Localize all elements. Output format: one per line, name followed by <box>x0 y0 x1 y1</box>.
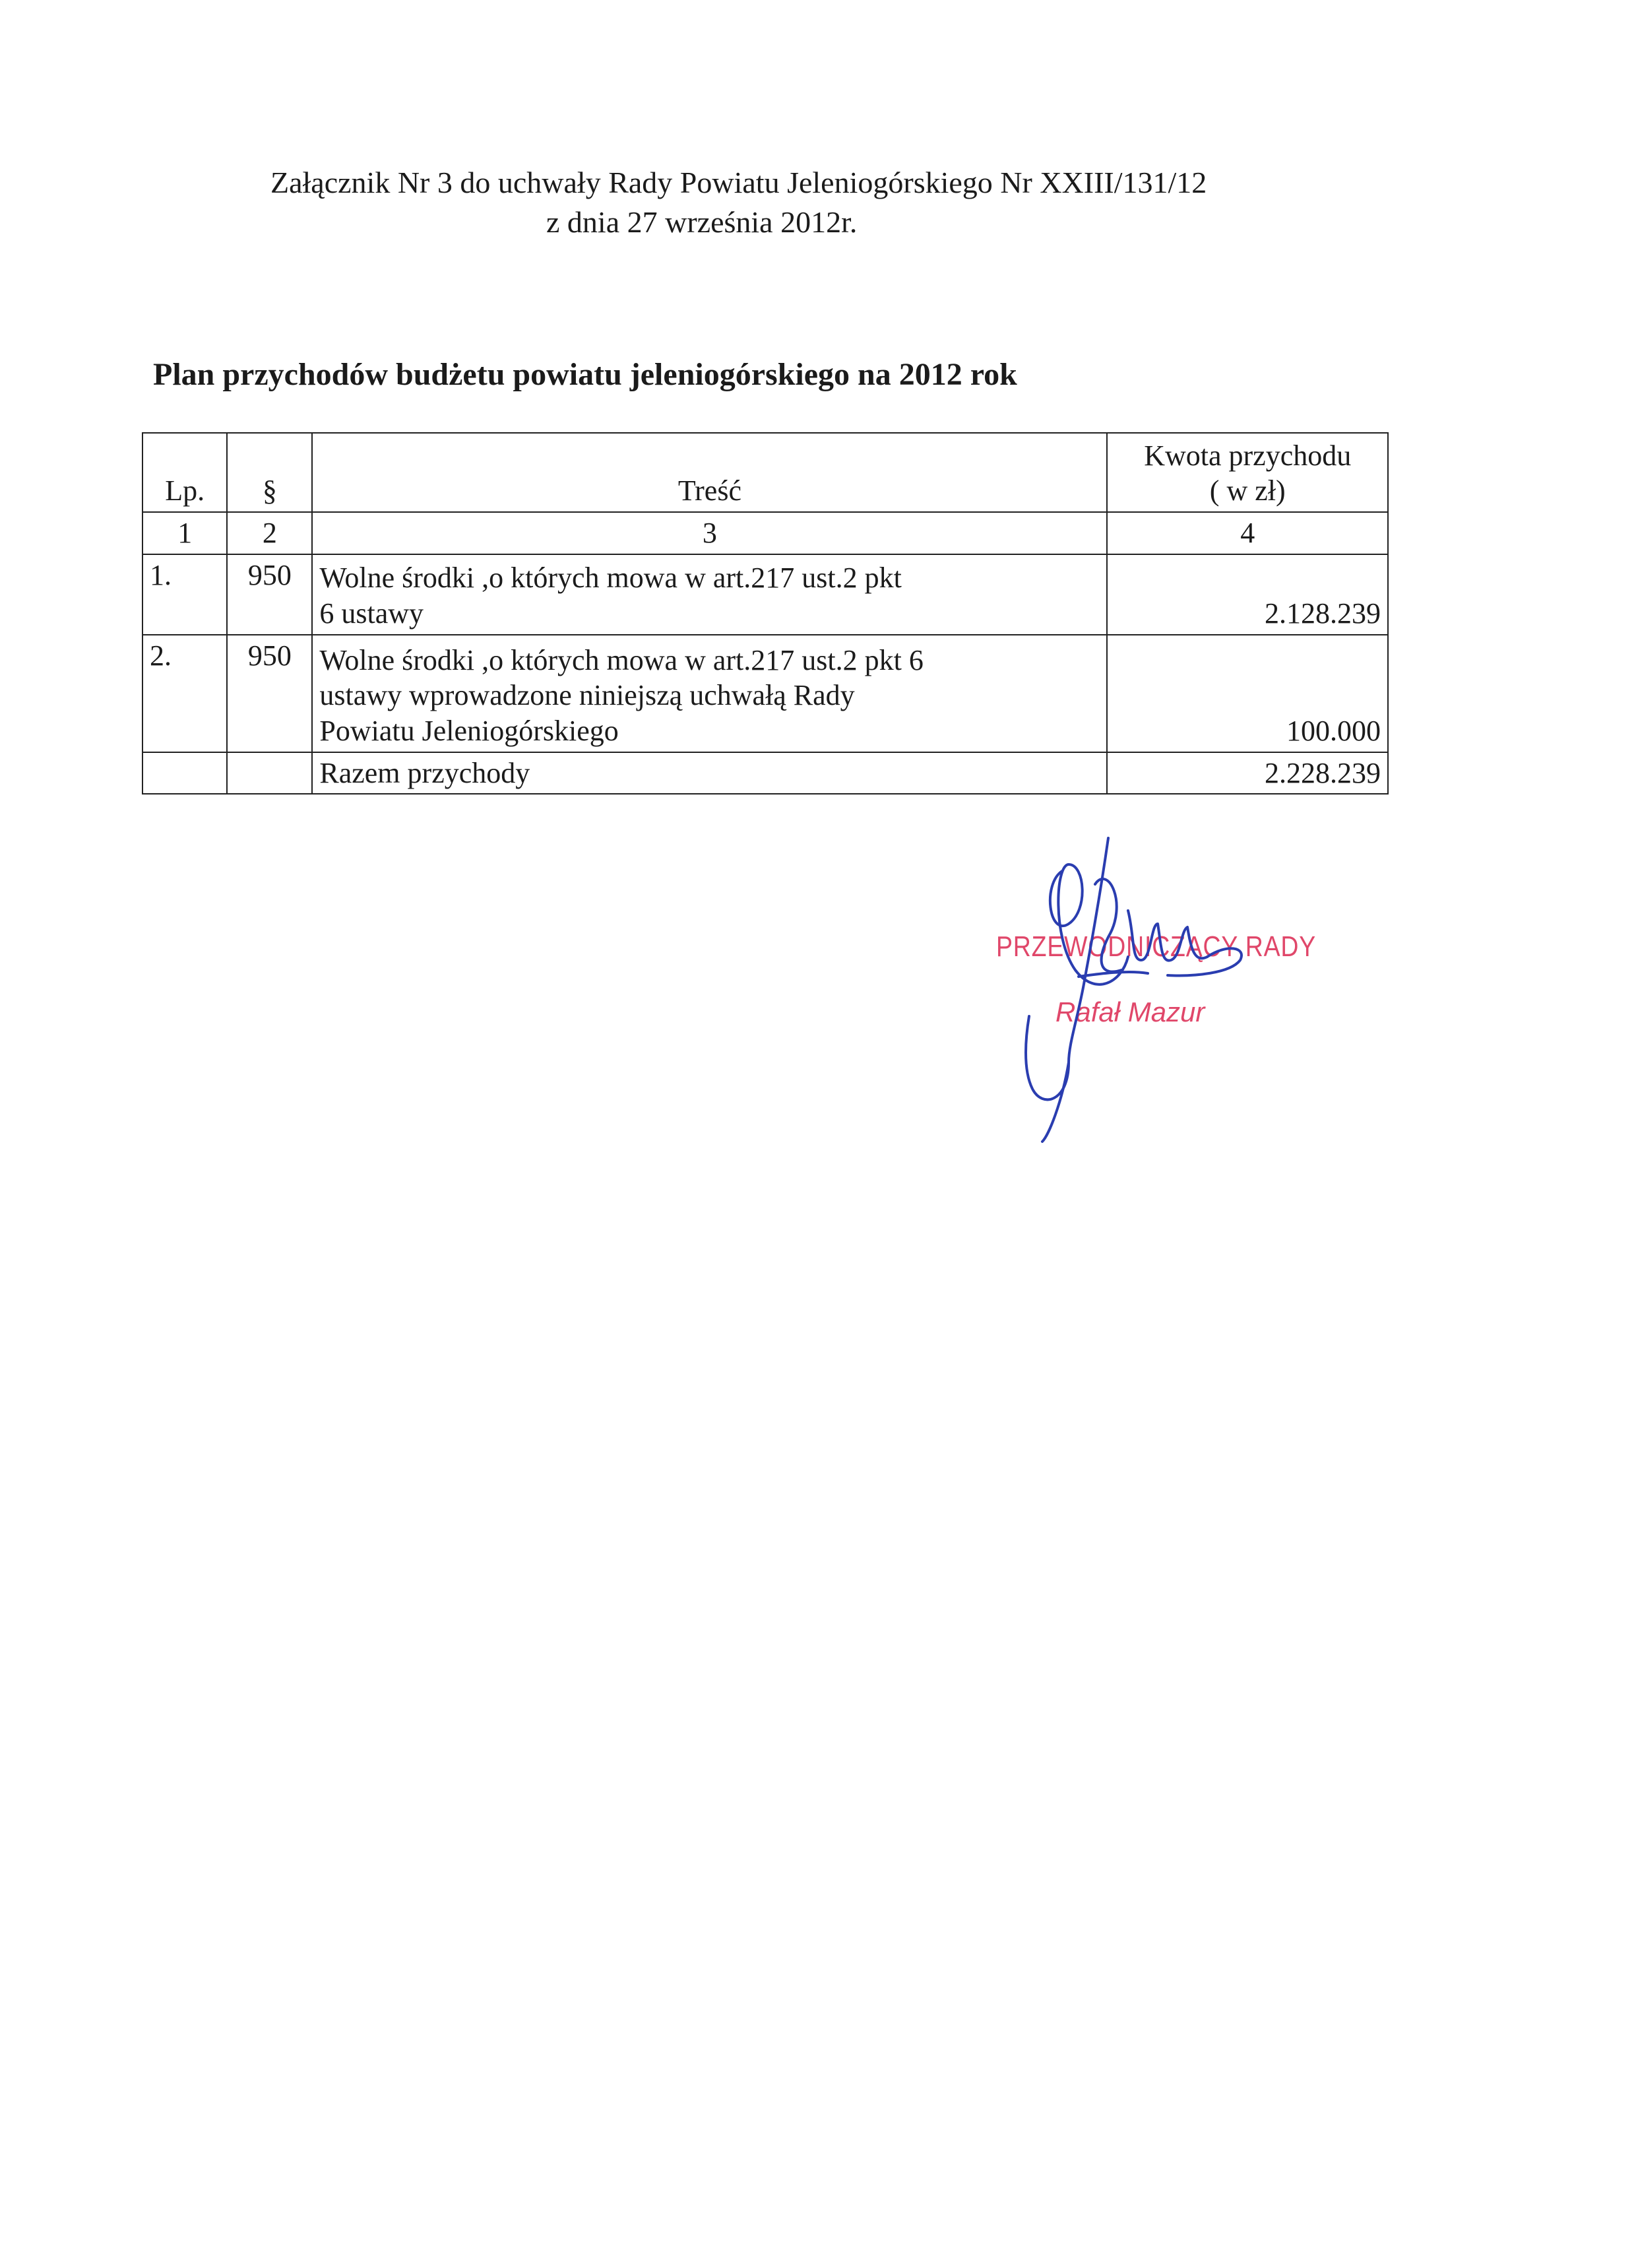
signature-stroke <box>1079 972 1148 977</box>
header-amount-line2: ( w zł) <box>1209 474 1286 507</box>
row-amount: 2.128.239 <box>1107 554 1388 635</box>
column-number: 4 <box>1107 512 1388 554</box>
signature-stroke <box>1050 864 1128 985</box>
revenue-plan-table <box>142 432 1389 794</box>
total-amount: 2.228.239 <box>1107 752 1388 794</box>
signature-stroke <box>1128 911 1207 961</box>
header-amount <box>1107 433 1388 512</box>
row-content <box>312 554 1107 635</box>
resolution-date: z dnia 27 września 2012r. <box>546 205 858 239</box>
total-label: Razem przychody <box>312 752 1107 794</box>
stamp-name: Rafał Mazur <box>1055 996 1205 1027</box>
handwritten-signature <box>970 825 1366 1155</box>
row-content-line: ustawy wprowadzone niniejszą uchwałą Rady <box>319 679 855 712</box>
table-row <box>142 635 1388 752</box>
column-number-row <box>142 512 1388 554</box>
signature-strokes <box>1026 838 1242 1142</box>
signature-stroke <box>1026 838 1108 1099</box>
header-lp: Lp. <box>142 433 227 512</box>
header-content: Treść <box>312 433 1107 512</box>
total-lp-empty <box>142 752 227 794</box>
column-number: 2 <box>227 512 312 554</box>
total-row <box>142 752 1388 794</box>
stamp-title: PRZEWODNICZĄCY RADY <box>996 930 1317 963</box>
signature-stroke <box>1042 1062 1069 1142</box>
row-content-line: Wolne środki ,o których mowa w art.217 ust.2 pkt <box>319 562 902 595</box>
row-content-line: Wolne środki ,o których mowa w art.217 ust.2 pkt 6 <box>319 643 924 676</box>
header-paragraph: § <box>227 433 312 512</box>
document-title: Plan przychodów budżetu powiatu jeleniogórskiego na 2012 rok <box>153 357 1017 392</box>
total-paragraph-empty <box>227 752 312 794</box>
row-content-line: Powiatu Jeleniogórskiego <box>319 715 619 747</box>
table-header-row <box>142 433 1388 512</box>
row-lp: 1. <box>142 554 227 635</box>
header-amount-line1: Kwota przychodu <box>1144 439 1352 472</box>
table-row <box>142 554 1388 635</box>
column-number: 3 <box>312 512 1107 554</box>
row-lp: 2. <box>142 635 227 752</box>
column-number: 1 <box>142 512 227 554</box>
row-content <box>312 635 1107 752</box>
row-amount: 100.000 <box>1107 635 1388 752</box>
row-paragraph: 950 <box>227 554 312 635</box>
attachment-reference: Załącznik Nr 3 do uchwały Rady Powiatu Jeleniogórskiego Nr XXIII/131/12 <box>270 166 1207 199</box>
row-content-line: 6 ustawy <box>319 597 424 630</box>
row-paragraph: 950 <box>227 635 312 752</box>
